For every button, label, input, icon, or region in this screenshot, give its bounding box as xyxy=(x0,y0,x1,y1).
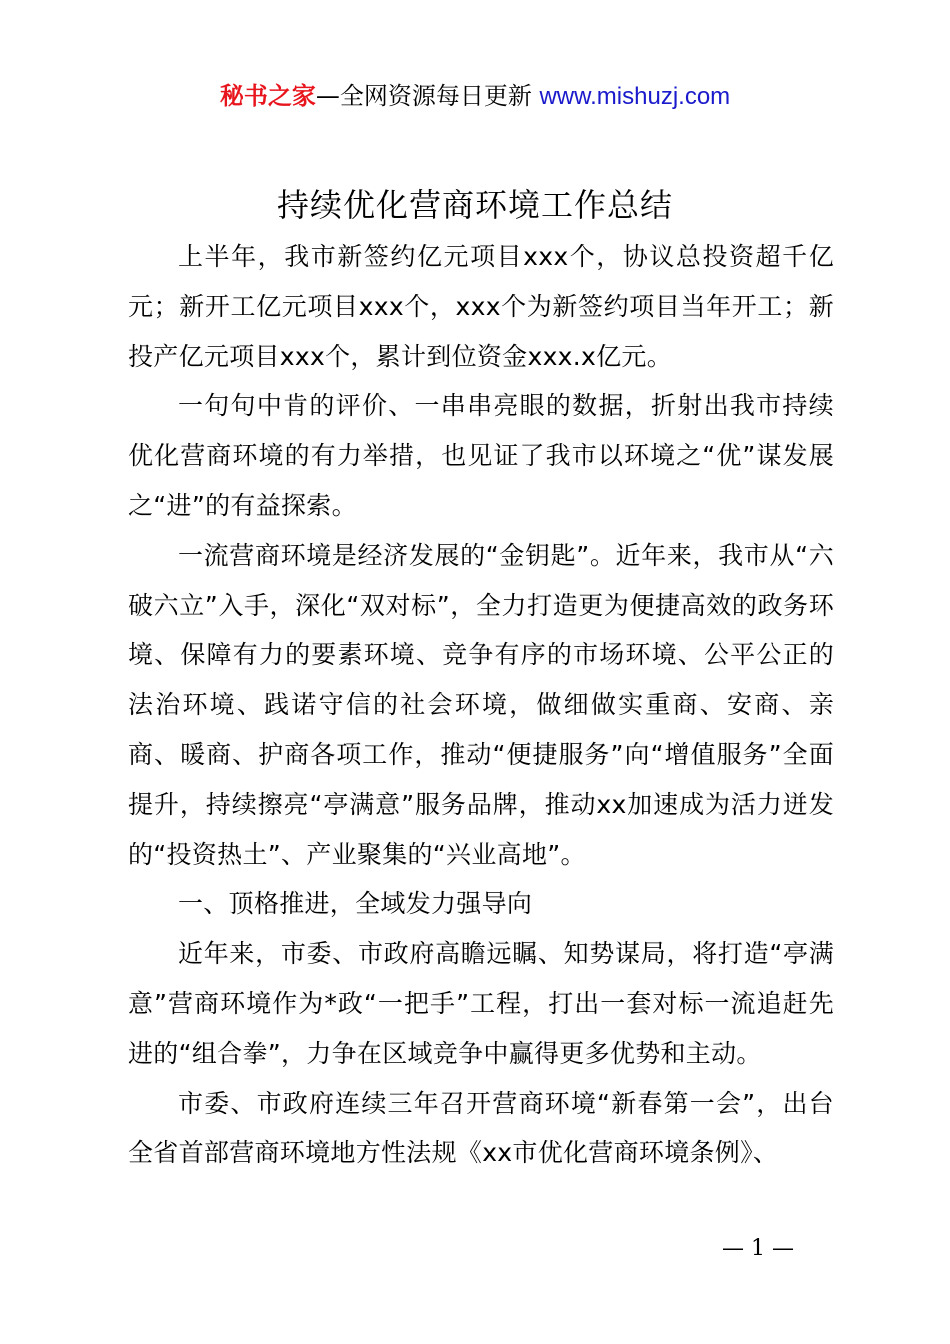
document-title: 持续优化营商环境工作总结 xyxy=(276,186,673,224)
paragraph-leadership: 近年来，市委、市政府高瞻远瞩、知势谋局，将打造“亭满意”营商环境作为*政“一把手”工程，打出一套对标一流追赶先进的“组合拳”，力争在区域竞争中赢得更多优势和主动。 xyxy=(128,939,834,1068)
paragraph-evaluation: 一句句中肯的评价、一串串亮眼的数据，折射出我市持续优化营商环境的有力举措，也见证了我市以环境之“优”谋发展之“进”的有益探索。 xyxy=(128,391,834,520)
paragraph-project-stats: 上半年，我市新签约亿元项目xxx个，协议总投资超千亿元；新开工亿元项目xxx个，xxx个为新签约项目当年开工；新投产亿元项目xxx个，累计到位资金xxx.x亿元。 xyxy=(128,242,834,371)
site-url-link[interactable]: www.mishuzj.com xyxy=(539,83,731,110)
site-brand: 秘书之家 xyxy=(219,82,316,110)
paragraph-golden-key: 一流营商环境是经济发展的“金钥匙”。近年来，我市从“六破六立”入手，深化“双对标”，全力打造更为便捷高效的政务环境、保障有力的要素环境、竞争有序的市场环境、公平公正的法治环境、践诺守信的社会环境，做细做实重商、安商、亲商、暖商、护商各项工作，推动“便捷服务”向“增值服务”全面提升，持续擦亮“亭满意”服务品牌，推动xx加速成为活力迸发的“投资热土”、产业聚集的“兴业高地”。 xyxy=(128,540,834,869)
document-body xyxy=(128,232,834,1178)
site-header xyxy=(0,78,950,115)
section-heading-1: 一、顶格推进，全域发力强导向 xyxy=(178,889,533,919)
paragraph-regulations: 市委、市政府连续三年召开营商环境“新春第一会”，出台全省首部营商环境地方性法规《xx市优化营商环境条例》、 xyxy=(128,1088,834,1168)
site-tagline: —全网资源每日更新 xyxy=(315,82,540,110)
page-number: — 1 — xyxy=(722,1236,794,1261)
